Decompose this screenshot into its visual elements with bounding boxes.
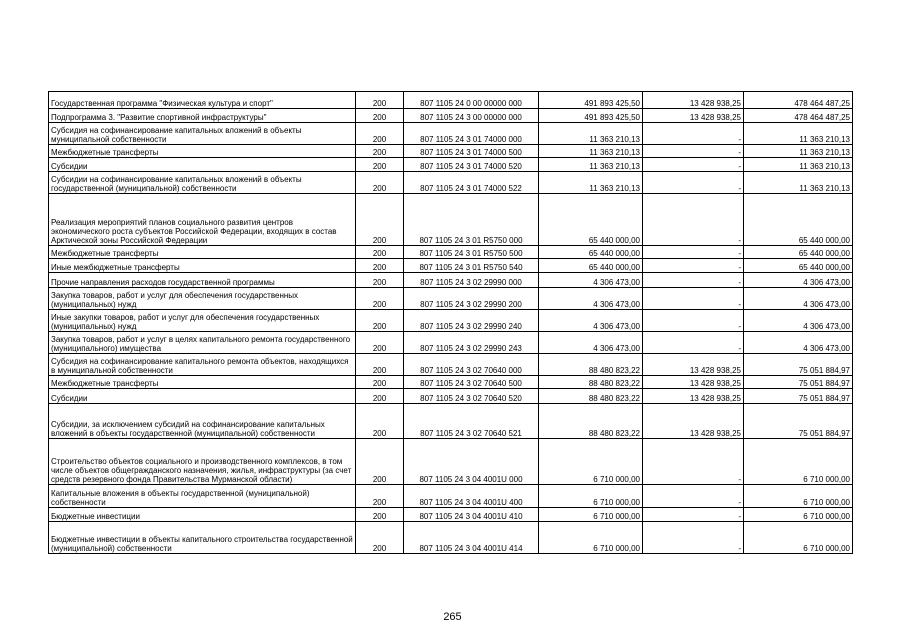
row-budget-code: 807 1105 24 3 04 4001U 000 [404,439,539,485]
row-amount-total: 4 306 473,00 [539,332,643,354]
table-row [49,246,853,259]
row-budget-code: 807 1105 24 3 02 29990 000 [404,273,539,288]
row-name: Реализация мероприятий планов социального развития центров экономического роста субъектов Российской Федерации, входящих в состав Арктической зоны Российской Федерации [49,194,356,246]
row-name: Строительство объектов социального и производственного комплексов, в том числе объектов общегражданского назначения, жилья, инфраструктуры (за счет средств резервного фонда Правительства Мурманской области) [49,439,356,485]
row-amount-part: - [643,172,744,194]
row-budget-code: 807 1105 24 3 02 29990 240 [404,310,539,332]
row-budget-code: 807 1105 24 3 02 70640 520 [404,389,539,404]
table-row [49,439,853,485]
row-amount-total: 6 710 000,00 [539,439,643,485]
row-budget-code: 807 1105 24 3 00 00000 000 [404,109,539,123]
row-amount-rest: 6 710 000,00 [744,522,853,554]
row-name: Субсидии [49,389,356,404]
row-admin-code: 200 [356,485,404,508]
row-budget-code: 807 1105 24 3 04 4001U 400 [404,485,539,508]
row-amount-total: 11 363 210,13 [539,123,643,145]
row-budget-code: 807 1105 24 3 04 4001U 410 [404,508,539,522]
row-amount-rest: 4 306 473,00 [744,288,853,310]
row-admin-code: 200 [356,194,404,246]
row-amount-part: - [643,158,744,172]
row-amount-rest: 75 051 884,97 [744,404,853,439]
row-budget-code: 807 1105 24 3 02 70640 000 [404,354,539,376]
row-amount-total: 6 710 000,00 [539,508,643,522]
row-name: Прочие направления расходов государственной программы [49,273,356,288]
row-amount-total: 65 440 000,00 [539,259,643,273]
row-amount-total: 65 440 000,00 [539,194,643,246]
table-row [49,194,853,246]
row-amount-part: - [643,273,744,288]
table-row [49,109,853,123]
row-amount-rest: 6 710 000,00 [744,485,853,508]
table-row [49,522,853,554]
row-amount-part: - [643,439,744,485]
row-budget-code: 807 1105 24 3 01 R5750 540 [404,259,539,273]
row-admin-code: 200 [356,508,404,522]
row-budget-code: 807 1105 24 3 02 70640 521 [404,404,539,439]
row-name: Субсидии на софинансирование капитальных вложений в объекты государственной (муниципальной) собственности [49,172,356,194]
row-name: Закупка товаров, работ и услуг в целях капитального ремонта государственного (муниципального) имущества [49,332,356,354]
row-name: Иные закупки товаров, работ и услуг для обеспечения государственных (муниципальных) нужд [49,310,356,332]
row-amount-part: - [643,485,744,508]
row-amount-rest: 6 710 000,00 [744,439,853,485]
row-amount-rest: 11 363 210,13 [744,172,853,194]
row-name: Субсидии, за исключением субсидий на софинансирование капитальных вложений в объекты государственной (муниципальной) собственности [49,404,356,439]
row-amount-part: 13 428 938,25 [643,404,744,439]
row-amount-rest: 4 306 473,00 [744,310,853,332]
row-name: Подпрограмма 3. "Развитие спортивной инфраструктуры" [49,109,356,123]
table-row [49,354,853,376]
row-amount-rest: 11 363 210,13 [744,145,853,158]
row-amount-rest: 478 464 487,25 [744,92,853,109]
row-amount-total: 4 306 473,00 [539,288,643,310]
row-amount-total: 11 363 210,13 [539,145,643,158]
row-name: Капитальные вложения в объекты государственной (муниципальной) собственности [49,485,356,508]
row-name: Межбюджетные трансферты [49,246,356,259]
row-name: Бюджетные инвестиции в объекты капитального строительства государственной (муниципальной) собственности [49,522,356,554]
row-amount-total: 4 306 473,00 [539,273,643,288]
row-amount-part: - [643,246,744,259]
row-amount-part: 13 428 938,25 [643,389,744,404]
row-admin-code: 200 [356,259,404,273]
row-amount-part: 13 428 938,25 [643,354,744,376]
row-budget-code: 807 1105 24 3 01 74000 000 [404,123,539,145]
row-amount-rest: 75 051 884,97 [744,354,853,376]
row-budget-code: 807 1105 24 3 02 29990 243 [404,332,539,354]
page-number: 265 [443,611,462,623]
row-admin-code: 200 [356,354,404,376]
row-name: Субсидия на софинансирование капитальных вложений в объекты муниципальной собственности [49,123,356,145]
row-amount-total: 88 480 823,22 [539,389,643,404]
table-row [49,376,853,389]
budget-table [48,91,853,554]
row-amount-part: - [643,123,744,145]
row-admin-code: 200 [356,310,404,332]
row-amount-rest: 4 306 473,00 [744,332,853,354]
table-body [49,92,853,554]
row-amount-part: 13 428 938,25 [643,109,744,123]
row-admin-code: 200 [356,439,404,485]
row-budget-code: 807 1105 24 3 01 74000 520 [404,158,539,172]
row-amount-total: 4 306 473,00 [539,310,643,332]
row-amount-total: 491 893 425,50 [539,92,643,109]
row-amount-part: - [643,288,744,310]
row-name: Субсидии [49,158,356,172]
row-amount-rest: 11 363 210,13 [744,158,853,172]
row-amount-rest: 478 464 487,25 [744,109,853,123]
row-amount-rest: 75 051 884,97 [744,389,853,404]
table-row [49,508,853,522]
table-row [49,404,853,439]
row-admin-code: 200 [356,404,404,439]
table-row [49,389,853,404]
row-amount-part: - [643,332,744,354]
table-row [49,259,853,273]
row-amount-part: - [643,310,744,332]
row-admin-code: 200 [356,522,404,554]
row-amount-part: 13 428 938,25 [643,376,744,389]
table-row [49,158,853,172]
row-budget-code: 807 1105 24 3 04 4001U 414 [404,522,539,554]
row-amount-rest: 65 440 000,00 [744,259,853,273]
row-amount-part: - [643,259,744,273]
row-admin-code: 200 [356,109,404,123]
row-name: Субсидия на софинансирование капитального ремонта объектов, находящихся в муниципальной собственности [49,354,356,376]
row-budget-code: 807 1105 24 3 02 29990 200 [404,288,539,310]
row-name: Закупка товаров, работ и услуг для обеспечения государственных (муниципальных) нужд [49,288,356,310]
row-amount-rest: 6 710 000,00 [744,508,853,522]
row-admin-code: 200 [356,123,404,145]
row-budget-code: 807 1105 24 3 01 74000 522 [404,172,539,194]
table-row [49,92,853,109]
row-amount-rest: 75 051 884,97 [744,376,853,389]
row-admin-code: 200 [356,332,404,354]
row-name: Межбюджетные трансферты [49,145,356,158]
row-name: Иные межбюджетные трансферты [49,259,356,273]
row-amount-rest: 11 363 210,13 [744,123,853,145]
row-amount-total: 6 710 000,00 [539,522,643,554]
table-row [49,332,853,354]
row-admin-code: 200 [356,389,404,404]
row-admin-code: 200 [356,158,404,172]
table-row [49,310,853,332]
row-amount-total: 88 480 823,22 [539,404,643,439]
row-admin-code: 200 [356,376,404,389]
row-admin-code: 200 [356,92,404,109]
row-amount-total: 65 440 000,00 [539,246,643,259]
row-amount-total: 6 710 000,00 [539,485,643,508]
row-admin-code: 200 [356,273,404,288]
row-budget-code: 807 1105 24 3 01 74000 500 [404,145,539,158]
row-amount-total: 11 363 210,13 [539,158,643,172]
table-row [49,485,853,508]
row-admin-code: 200 [356,288,404,310]
row-budget-code: 807 1105 24 3 02 70640 500 [404,376,539,389]
row-amount-total: 88 480 823,22 [539,376,643,389]
table-row [49,145,853,158]
row-amount-total: 88 480 823,22 [539,354,643,376]
table-row [49,172,853,194]
row-admin-code: 200 [356,172,404,194]
row-amount-rest: 4 306 473,00 [744,273,853,288]
row-admin-code: 200 [356,145,404,158]
table-row [49,123,853,145]
row-name: Межбюджетные трансферты [49,376,356,389]
row-budget-code: 807 1105 24 3 01 R5750 500 [404,246,539,259]
row-budget-code: 807 1105 24 0 00 00000 000 [404,92,539,109]
table-row [49,273,853,288]
row-amount-part: - [643,522,744,554]
row-amount-part: 13 428 938,25 [643,92,744,109]
row-amount-rest: 65 440 000,00 [744,194,853,246]
row-budget-code: 807 1105 24 3 01 R5750 000 [404,194,539,246]
row-name: Бюджетные инвестиции [49,508,356,522]
row-amount-part: - [643,508,744,522]
row-amount-part: - [643,145,744,158]
row-amount-total: 11 363 210,13 [539,172,643,194]
row-name: Государственная программа "Физическая культура и спорт" [49,92,356,109]
row-amount-total: 491 893 425,50 [539,109,643,123]
table-row [49,288,853,310]
row-amount-part: - [643,194,744,246]
row-amount-rest: 65 440 000,00 [744,246,853,259]
row-admin-code: 200 [356,246,404,259]
